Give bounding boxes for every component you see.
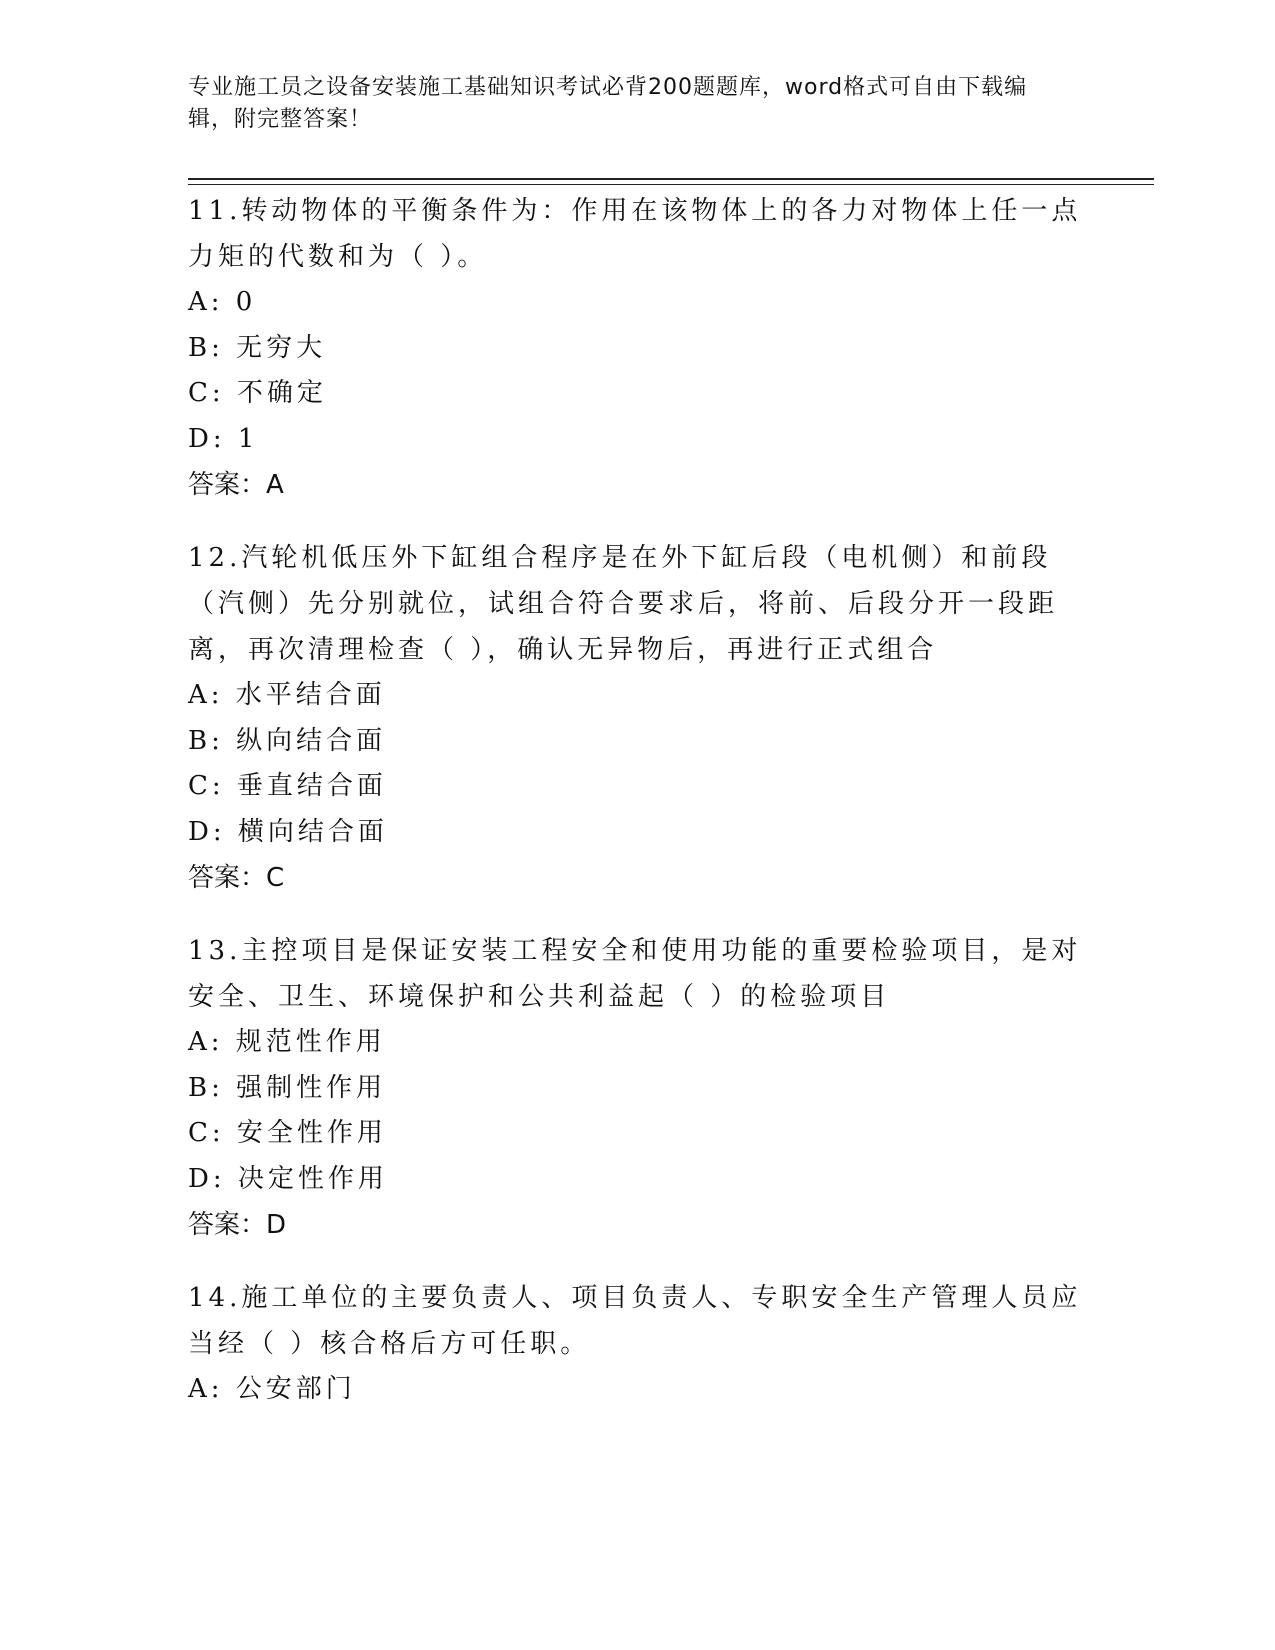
option-b: B: 强制性作用 [188, 1072, 387, 1103]
option-b: B: 纵向结合面 [188, 725, 387, 756]
option-a: A: 规范性作用 [188, 1027, 386, 1057]
answer: 答案：C [188, 863, 285, 893]
question-list [188, 188, 1088, 1440]
question-11 [188, 188, 1088, 508]
document-header: 专业施工员之设备安装施工基础知识考试必背200题题库，word格式可自由下载编辑，附完整答案！ [188, 75, 1028, 132]
question-12 [188, 535, 1088, 901]
header-rule-thick [188, 178, 1154, 180]
option-a: A: 公安部门 [188, 1374, 356, 1404]
option-c: C: 不确定 [188, 378, 327, 408]
answer: 答案：D [188, 1210, 287, 1240]
header-rule-thin [188, 184, 1154, 185]
option-a: A: 水平结合面 [188, 680, 386, 710]
question-stem: 14.施工单位的主要负责人、项目负责人、专职安全生产管理人员应当经（ ）核合格后方可任职。 [188, 1283, 1082, 1359]
option-d: D: 横向结合面 [188, 816, 388, 847]
option-d: D: 1 [188, 423, 259, 454]
option-c: C: 安全性作用 [188, 1118, 387, 1148]
question-14 [188, 1275, 1088, 1413]
option-b: B: 无穷大 [188, 332, 327, 363]
option-a: A: 0 [188, 287, 257, 317]
answer: 答案：A [188, 470, 284, 500]
question-stem: 11.转动物体的平衡条件为：作用在该物体上的各力对物体上任一点力矩的代数和为（ ）。 [188, 196, 1082, 272]
option-c: C: 垂直结合面 [188, 771, 387, 801]
option-d: D: 决定性作用 [188, 1163, 388, 1194]
question-stem: 13.主控项目是保证安装工程安全和使用功能的重要检验项目，是对安全、卫生、环境保护和公共利益起（ ）的检验项目 [188, 936, 1082, 1012]
question-stem: 12.汽轮机低压外下缸组合程序是在外下缸后段（电机侧）和前段（汽侧）先分别就位，试组合符合要求后，将前、后段分开一段距离，再次清理检查（ ），确认无异物后，再进行正式组合 [188, 543, 1059, 665]
question-13 [188, 928, 1088, 1248]
